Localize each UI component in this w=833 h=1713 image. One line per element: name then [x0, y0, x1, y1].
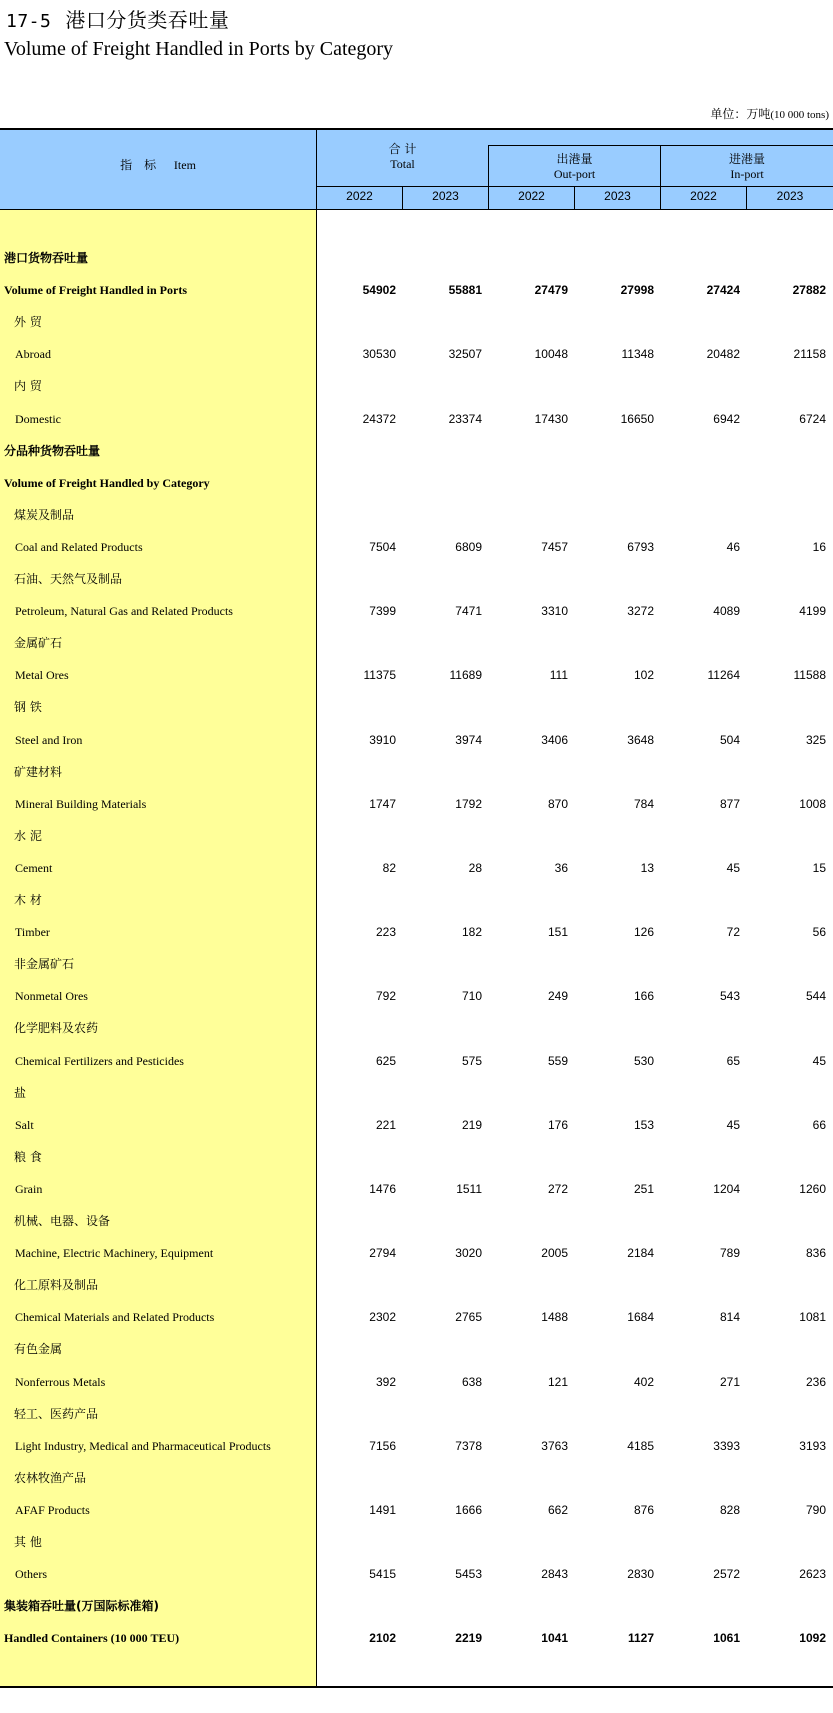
table-row	[0, 435, 833, 467]
cell-value: 2794	[369, 1246, 396, 1261]
cell-value: 2830	[627, 1567, 654, 1582]
row-label: Grain	[15, 1181, 43, 1196]
header-item	[0, 156, 316, 173]
cell-value: 66	[812, 1117, 826, 1132]
header-out	[489, 150, 660, 182]
header-out-en: Out-port	[553, 167, 596, 181]
table-row	[0, 370, 833, 402]
cell-value: 2219	[455, 1631, 482, 1646]
row-label: 水 泥	[14, 828, 42, 843]
cell-value: 28	[468, 860, 482, 875]
cell-value: 151	[547, 925, 568, 940]
cell-value: 11348	[621, 347, 654, 362]
table-row	[0, 531, 833, 563]
cell-value: 56	[812, 925, 826, 940]
cell-value: 32507	[448, 347, 482, 362]
cell-value: 7378	[455, 1438, 482, 1453]
cell-value: 3406	[541, 732, 568, 747]
row-label: Volume of Freight Handled by Category	[4, 475, 210, 490]
row-label: 石油、天然气及制品	[14, 572, 123, 586]
cell-value: 72	[726, 925, 740, 940]
table-row	[0, 1301, 833, 1333]
cell-value: 126	[633, 925, 654, 940]
table-row	[0, 1012, 833, 1044]
table-row	[0, 659, 833, 691]
header-divider	[402, 186, 403, 210]
cell-value: 219	[461, 1117, 482, 1132]
unit-en: (10 000 tons)	[770, 109, 829, 121]
table-row	[0, 948, 833, 980]
cell-value: 11375	[363, 668, 396, 683]
row-label: Nonferrous Metals	[15, 1374, 106, 1389]
cell-value: 2302	[369, 1310, 396, 1325]
header-divider	[660, 145, 661, 210]
cell-value: 790	[805, 1502, 826, 1517]
cell-value: 1491	[369, 1502, 396, 1517]
cell-value: 4185	[627, 1438, 654, 1453]
row-label: Mineral Building Materials	[15, 796, 147, 811]
row-label: Volume of Freight Handled in Ports	[4, 283, 188, 298]
row-label: 外 贸	[14, 315, 42, 330]
cell-value: 16	[812, 539, 826, 554]
row-label: Cement	[15, 860, 53, 875]
row-label: Salt	[15, 1117, 34, 1132]
cell-value: 2572	[713, 1567, 740, 1582]
row-label: Timber	[15, 925, 50, 940]
cell-value: 6809	[455, 539, 482, 554]
cell-value: 7457	[541, 539, 568, 554]
table-row	[0, 595, 833, 627]
cell-value: 877	[719, 796, 740, 811]
row-label: 内 贸	[14, 379, 42, 394]
cell-value: 530	[633, 1053, 654, 1068]
cell-value: 7504	[369, 539, 396, 554]
cell-value: 2184	[627, 1246, 654, 1261]
cell-value: 2102	[369, 1631, 396, 1646]
cell-value: 15	[812, 860, 826, 875]
table-row	[0, 563, 833, 595]
cell-value: 45	[812, 1053, 826, 1068]
cell-value: 111	[549, 668, 568, 683]
header-year: 2022	[690, 189, 717, 203]
cell-value: 6793	[627, 539, 654, 554]
cell-value: 11264	[707, 668, 740, 683]
cell-value: 65	[726, 1053, 740, 1068]
table-row	[0, 1462, 833, 1494]
row-label: 粮 食	[14, 1149, 42, 1164]
cell-value: 6724	[799, 411, 826, 426]
cell-value: 784	[633, 796, 654, 811]
table-row	[0, 788, 833, 820]
row-label: AFAF Products	[15, 1502, 90, 1517]
header-year: 2023	[776, 189, 804, 203]
table-row	[0, 338, 833, 370]
cell-value: 1008	[799, 796, 826, 811]
cell-value: 5453	[455, 1567, 482, 1582]
table-row	[0, 403, 833, 435]
unit-cn: 单位：万吨	[710, 107, 771, 121]
header-year: 2022	[518, 189, 545, 203]
title-cn-text: 港口分货类吞吐量	[65, 8, 230, 32]
row-label: 机械、电器、设备	[14, 1214, 111, 1228]
cell-value: 7399	[369, 604, 396, 619]
cell-value: 3020	[455, 1246, 482, 1261]
cell-value: 1204	[713, 1181, 740, 1196]
table-bottom-rule	[0, 1686, 833, 1688]
row-label: 盐	[14, 1085, 27, 1100]
table-row	[0, 1494, 833, 1526]
header-item-cn: 指 标	[120, 158, 157, 172]
row-label: Domestic	[15, 411, 61, 426]
cell-value: 504	[719, 732, 740, 747]
cell-value: 1041	[541, 1631, 568, 1646]
row-label: Handled Containers (10 000 TEU)	[4, 1631, 180, 1646]
cell-value: 21158	[793, 347, 826, 362]
row-label: 金属矿石	[14, 636, 63, 651]
table-row	[0, 1141, 833, 1173]
header-total	[317, 140, 488, 172]
header-in-en: In-port	[730, 167, 764, 181]
cell-value: 3648	[627, 732, 654, 747]
cell-value: 82	[382, 860, 396, 875]
table-row	[0, 274, 833, 306]
cell-value: 7156	[369, 1438, 396, 1453]
table-row	[0, 916, 833, 948]
table-row	[0, 820, 833, 852]
header-year: 2023	[604, 189, 631, 203]
cell-value: 251	[633, 1181, 654, 1196]
table-row	[0, 1109, 833, 1141]
cell-value: 182	[461, 925, 482, 940]
table-row	[0, 1398, 833, 1430]
cell-value: 6942	[713, 411, 740, 426]
cell-value: 13	[640, 860, 654, 875]
cell-value: 2005	[541, 1246, 568, 1261]
row-label: 钢 铁	[14, 700, 42, 715]
cell-value: 3193	[799, 1438, 826, 1453]
cell-value: 27479	[534, 283, 568, 298]
cell-value: 11689	[449, 668, 482, 683]
cell-value: 45	[726, 860, 740, 875]
cell-value: 1792	[455, 796, 482, 811]
cell-value: 402	[633, 1374, 654, 1389]
table-row	[0, 884, 833, 916]
table-row	[0, 1526, 833, 1558]
cell-value: 223	[375, 925, 396, 940]
row-label: Chemical Fertilizers and Pesticides	[15, 1053, 184, 1068]
header-in	[661, 150, 833, 182]
table-row	[0, 1269, 833, 1301]
cell-value: 36	[554, 860, 568, 875]
row-label: Metal Ores	[15, 668, 69, 683]
table-number: 17-5	[6, 11, 52, 32]
cell-value: 543	[719, 989, 740, 1004]
row-label: 轻工、医药产品	[14, 1406, 99, 1421]
cell-value: 27424	[706, 283, 740, 298]
cell-value: 46	[726, 539, 740, 554]
table-title-en: Volume of Freight Handled in Ports by Category	[4, 38, 394, 60]
table-row	[0, 467, 833, 499]
cell-value: 45	[726, 1117, 740, 1132]
cell-value: 166	[633, 989, 654, 1004]
cell-value: 1511	[456, 1181, 482, 1196]
cell-value: 325	[805, 732, 826, 747]
cell-value: 392	[375, 1374, 396, 1389]
row-label: 木 材	[14, 893, 42, 907]
table-row	[0, 724, 833, 756]
cell-value: 27998	[620, 283, 654, 298]
table-row	[0, 1237, 833, 1269]
table-row	[0, 852, 833, 884]
unit-label	[710, 105, 829, 122]
cell-value: 3272	[627, 604, 654, 619]
cell-value: 3910	[369, 732, 396, 747]
cell-value: 544	[805, 989, 826, 1004]
row-label: Abroad	[15, 347, 51, 362]
header-year: 2022	[346, 189, 373, 203]
cell-value: 1747	[369, 796, 396, 811]
cell-value: 102	[633, 668, 654, 683]
cell-value: 638	[461, 1374, 482, 1389]
cell-value: 662	[547, 1502, 568, 1517]
cell-value: 121	[547, 1374, 568, 1389]
cell-value: 236	[805, 1374, 826, 1389]
cell-value: 176	[547, 1117, 568, 1132]
cell-value: 5415	[369, 1567, 396, 1582]
row-label: 港口货物吞吐量	[4, 251, 89, 265]
header-year: 2023	[432, 189, 459, 203]
row-label: 农林牧渔产品	[14, 1470, 87, 1485]
cell-value: 24372	[362, 411, 396, 426]
header-divider	[316, 130, 317, 210]
cell-value: 828	[719, 1502, 740, 1517]
header-total-cn: 合 计	[388, 142, 417, 156]
row-label: Nonmetal Ores	[15, 989, 88, 1004]
cell-value: 1260	[799, 1181, 826, 1196]
table-row	[0, 1333, 833, 1365]
cell-value: 870	[547, 796, 568, 811]
cell-value: 153	[633, 1117, 654, 1132]
header-item-en: Item	[173, 158, 196, 172]
cell-value: 625	[375, 1053, 396, 1068]
cell-value: 814	[719, 1310, 740, 1325]
cell-value: 2765	[455, 1310, 482, 1325]
cell-value: 1092	[799, 1631, 826, 1646]
cell-value: 10048	[534, 347, 568, 362]
row-label: 集装箱吞吐量(万国际标准箱)	[4, 1599, 159, 1614]
row-label: 矿建材料	[14, 764, 63, 779]
row-label: Steel and Iron	[15, 732, 83, 747]
cell-value: 20482	[706, 347, 740, 362]
cell-value: 249	[547, 989, 568, 1004]
table-row	[0, 1045, 833, 1077]
table-row	[0, 691, 833, 723]
cell-value: 3393	[713, 1438, 740, 1453]
header-divider	[488, 145, 489, 210]
row-label: 分品种货物吞吐量	[4, 443, 101, 458]
cell-value: 1061	[713, 1631, 740, 1646]
cell-value: 30530	[362, 347, 396, 362]
table-row	[0, 980, 833, 1012]
cell-value: 4199	[799, 604, 826, 619]
cell-value: 3310	[541, 604, 568, 619]
cell-value: 1666	[455, 1502, 482, 1517]
table-header	[0, 128, 833, 210]
header-out-cn: 出港量	[556, 152, 593, 166]
table-row	[0, 756, 833, 788]
cell-value: 2623	[799, 1567, 826, 1582]
header-divider	[488, 145, 833, 146]
cell-value: 836	[805, 1246, 826, 1261]
cell-value: 1488	[541, 1310, 568, 1325]
cell-value: 575	[461, 1053, 482, 1068]
table-row	[0, 1077, 833, 1109]
row-label: Light Industry, Medical and Pharmaceutical Products	[15, 1438, 271, 1453]
cell-value: 55881	[448, 283, 482, 298]
table-title-cn	[6, 4, 229, 33]
cell-value: 221	[375, 1117, 396, 1132]
cell-value: 271	[719, 1374, 740, 1389]
cell-value: 16650	[620, 411, 654, 426]
row-label: Petroleum, Natural Gas and Related Products	[15, 604, 233, 619]
table-row	[0, 1205, 833, 1237]
table-row	[0, 1558, 833, 1590]
table-row	[0, 1173, 833, 1205]
header-in-cn: 进港量	[728, 152, 765, 166]
table-row	[0, 242, 833, 274]
cell-value: 1081	[799, 1310, 826, 1325]
cell-value: 3974	[455, 732, 482, 747]
cell-value: 789	[719, 1246, 740, 1261]
row-label: 化工原料及制品	[14, 1278, 99, 1293]
row-label: Chemical Materials and Related Products	[15, 1310, 215, 1325]
table-row	[0, 1430, 833, 1462]
cell-value: 559	[547, 1053, 568, 1068]
row-label: 有色金属	[14, 1342, 63, 1357]
cell-value: 710	[461, 989, 482, 1004]
header-divider	[574, 186, 575, 210]
cell-value: 54902	[362, 283, 396, 298]
row-label: 化学肥料及农药	[14, 1021, 99, 1036]
table-row	[0, 1590, 833, 1622]
cell-value: 792	[375, 989, 396, 1004]
cell-value: 272	[547, 1181, 568, 1196]
cell-value: 23374	[448, 411, 482, 426]
cell-value: 4089	[713, 604, 740, 619]
table-row	[0, 627, 833, 659]
row-label: Others	[15, 1567, 47, 1582]
cell-value: 1476	[369, 1181, 396, 1196]
cell-value: 1127	[627, 1631, 654, 1646]
row-label: 非金属矿石	[14, 957, 75, 972]
table-row	[0, 1366, 833, 1398]
cell-value: 3763	[541, 1438, 568, 1453]
table-row	[0, 1622, 833, 1654]
row-label: Machine, Electric Machinery, Equipment	[15, 1246, 214, 1261]
cell-value: 1684	[627, 1310, 654, 1325]
table-row	[0, 499, 833, 531]
row-label: 煤炭及制品	[14, 507, 75, 522]
row-label: 其 他	[14, 1535, 42, 1549]
table-row	[0, 306, 833, 338]
row-label: Coal and Related Products	[15, 539, 143, 554]
cell-value: 2843	[541, 1567, 568, 1582]
cell-value: 17430	[534, 411, 568, 426]
cell-value: 27882	[792, 283, 826, 298]
cell-value: 876	[633, 1502, 654, 1517]
cell-value: 11588	[793, 668, 826, 683]
header-divider	[746, 186, 747, 210]
cell-value: 7471	[455, 604, 482, 619]
header-total-en: Total	[390, 157, 415, 171]
